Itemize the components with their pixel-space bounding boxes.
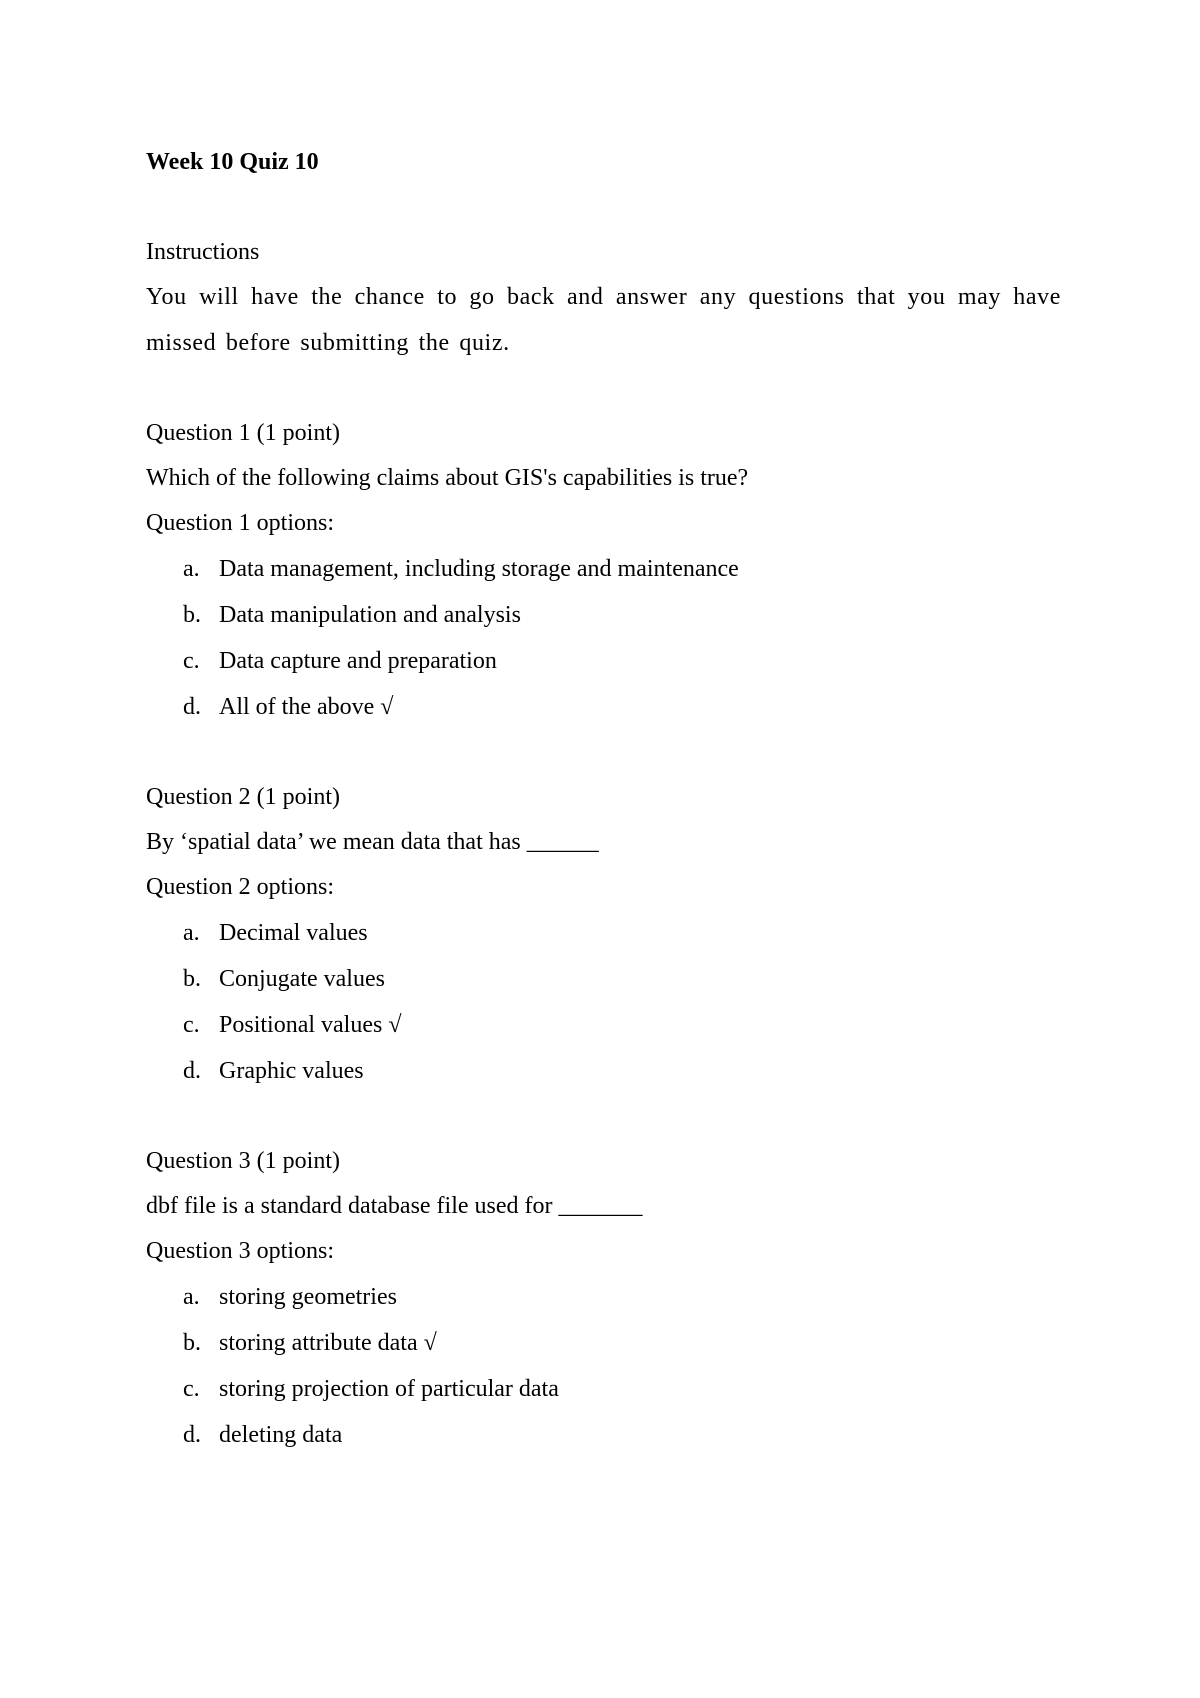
option-letter: a. — [183, 1284, 200, 1310]
spacer — [146, 366, 1061, 411]
option-letter: c. — [183, 1012, 200, 1038]
option-d[interactable] — [146, 684, 1061, 730]
option-text: Data capture and preparation — [219, 648, 497, 674]
instructions-heading: Instructions — [146, 239, 260, 265]
check-mark-icon: √ — [380, 694, 394, 720]
option-text: storing attribute data — [219, 1330, 418, 1356]
option-c[interactable] — [146, 1002, 1061, 1048]
option-b[interactable] — [146, 1320, 1061, 1366]
option-text: All of the above — [219, 694, 375, 720]
option-letter: c. — [183, 1376, 200, 1402]
question-prompt: Which of the following claims about GIS's capabilities is true? — [146, 465, 749, 491]
option-letter: b. — [183, 602, 201, 628]
option-letter: d. — [183, 694, 201, 720]
option-text: Decimal values — [219, 920, 368, 946]
option-c[interactable] — [146, 638, 1061, 684]
spacer — [146, 730, 1061, 775]
check-mark-icon: √ — [423, 1330, 437, 1356]
option-letter: a. — [183, 920, 200, 946]
option-letter: d. — [183, 1422, 201, 1448]
option-text: deleting data — [219, 1422, 343, 1448]
spacer — [146, 185, 1061, 230]
option-a[interactable] — [146, 1274, 1061, 1320]
option-letter: a. — [183, 556, 200, 582]
option-d[interactable] — [146, 1048, 1061, 1094]
question-options-label: Question 1 options: — [146, 510, 335, 536]
option-b[interactable] — [146, 592, 1061, 638]
document-title: Week 10 Quiz 10 — [146, 149, 319, 175]
spacer — [146, 1094, 1061, 1139]
option-text: Positional values — [219, 1012, 383, 1038]
option-letter: b. — [183, 966, 201, 992]
option-d[interactable] — [146, 1412, 1061, 1458]
check-mark-icon: √ — [388, 1012, 402, 1038]
options-list — [146, 910, 1061, 1094]
question-header: Question 1 (1 point) — [146, 420, 340, 446]
option-letter: c. — [183, 648, 200, 674]
question-options-label: Question 3 options: — [146, 1238, 335, 1264]
document-page — [146, 140, 1061, 1458]
option-letter: b. — [183, 1330, 201, 1356]
option-text: storing projection of particular data — [219, 1376, 559, 1402]
option-a[interactable] — [146, 910, 1061, 956]
question-3 — [146, 1139, 1061, 1458]
options-list — [146, 1274, 1061, 1458]
option-c[interactable] — [146, 1366, 1061, 1412]
question-options-label: Question 2 options: — [146, 874, 335, 900]
option-text: Graphic values — [219, 1058, 364, 1084]
question-prompt: dbf file is a standard database file used for _______ — [146, 1193, 643, 1219]
question-2 — [146, 775, 1061, 1094]
question-header: Question 2 (1 point) — [146, 784, 340, 810]
option-text: Data manipulation and analysis — [219, 602, 521, 628]
option-text: Data management, including storage and maintenance — [219, 556, 739, 582]
option-text: storing geometries — [219, 1284, 397, 1310]
option-letter: d. — [183, 1058, 201, 1084]
option-text: Conjugate values — [219, 966, 385, 992]
instructions-text: You will have the chance to go back and answer any questions that you may have missed before submitting the quiz. — [146, 284, 1061, 356]
question-header: Question 3 (1 point) — [146, 1148, 340, 1174]
question-prompt: By ‘spatial data’ we mean data that has ______ — [146, 829, 599, 855]
option-b[interactable] — [146, 956, 1061, 1002]
option-a[interactable] — [146, 546, 1061, 592]
question-1 — [146, 411, 1061, 730]
options-list — [146, 546, 1061, 730]
